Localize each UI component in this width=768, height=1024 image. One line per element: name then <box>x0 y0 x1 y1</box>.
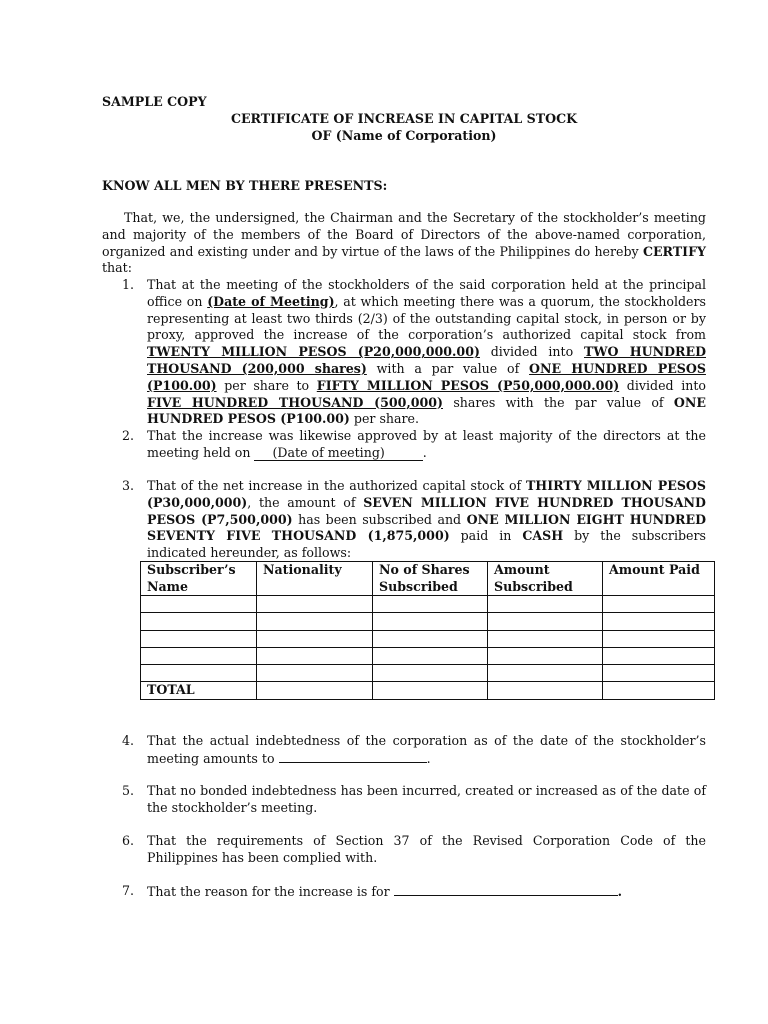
col-subscriber-name: Subscriber’s Name <box>141 562 257 596</box>
certify-word: CERTIFY <box>642 243 706 259</box>
item-number: 1. <box>122 277 135 292</box>
item-number: 5. <box>122 783 135 798</box>
table-cell[interactable] <box>141 665 257 682</box>
item-text: That at the meeting of the stockholders of the said corporation held at the principal office on (Date of Meeting), at which meeting there was a quorum, the stockholders representing at least two thirds (2/3) of the outstanding capital stock, in person or by proxy, approved the increase of the corporation’s authorized capital stock from TWENTY MILLION PESOS (P20,000,000.00) divided into TWO HUNDRED THOUSAND (200,000 shares) with a par value of ONE HUNDRED PESOS (P100.00) per share to FIFTY MILLION PESOS (P50,000,000.00) divided into FIVE HUNDRED THOUSAND (500,000) shares with the par value of ONE HUNDRED PESOS (P100.00) per share. <box>147 277 706 427</box>
item-number: 6. <box>122 833 135 848</box>
table-cell[interactable] <box>141 647 257 664</box>
table-row <box>141 613 715 630</box>
document-subtitle: OF (Name of Corporation) <box>311 128 497 143</box>
item-text: That of the net increase in the authorized capital stock of THIRTY MILLION PESOS (P30,000,000), the amount of SEVEN MILLION FIVE HUNDRED THOUSAND PESOS (P7,500,000) has been subscribed and ONE MILLION EIGHT HUNDRED SEVENTY FIVE THOUSAND (1,875,000) paid in CASH by the subscribers indicated hereunder, as follows: <box>147 478 706 561</box>
col-amount-paid: Amount Paid <box>603 562 715 596</box>
col-nationality: Nationality <box>257 562 373 596</box>
table-cell[interactable] <box>257 647 373 664</box>
table-cell[interactable] <box>141 596 257 613</box>
subscribers-table <box>140 561 715 700</box>
table-cell[interactable] <box>488 613 603 630</box>
table-header-row <box>141 562 715 596</box>
table-row <box>141 630 715 647</box>
table-cell[interactable] <box>488 596 603 613</box>
table-cell[interactable] <box>141 613 257 630</box>
item-text: That no bonded indebtedness has been incurred, created or increased as of the date of the stockholder’s meeting. <box>147 783 706 815</box>
item-number: 4. <box>122 733 135 748</box>
table-cell[interactable] <box>257 682 373 700</box>
item-text: That the requirements of Section 37 of the Revised Corporation Code of the Philippines has been complied with. <box>147 833 706 865</box>
table-row <box>141 596 715 613</box>
table-cell[interactable] <box>488 665 603 682</box>
item-number: 7. <box>122 883 135 898</box>
table-cell[interactable] <box>373 596 488 613</box>
meeting-date-blank: (Date of meeting) <box>254 446 422 461</box>
table-cell[interactable] <box>488 647 603 664</box>
table-cell[interactable] <box>488 682 603 700</box>
item-text: That the actual indebtedness of the corporation as of the date of the stockholder’s meeting amounts to . <box>147 733 706 766</box>
table-cell[interactable] <box>603 630 715 647</box>
table-cell[interactable] <box>603 682 715 700</box>
table-cell[interactable] <box>373 647 488 664</box>
intro-heading: KNOW ALL MEN BY THERE PRESENTS: <box>102 178 388 193</box>
table-cell[interactable] <box>603 596 715 613</box>
reason-blank[interactable] <box>394 883 618 896</box>
table-cell[interactable] <box>603 613 715 630</box>
item-number: 2. <box>122 428 135 443</box>
table-row <box>141 647 715 664</box>
table-cell[interactable] <box>257 630 373 647</box>
total-label: TOTAL <box>141 682 257 700</box>
table-cell[interactable] <box>603 647 715 664</box>
table-row <box>141 665 715 682</box>
intro-paragraph: That, we, the undersigned, the Chairman and the Secretary of the stockholder’s meeting and majority of the members of the Board of Directors of the above-named corporation, organized and existing under and by virtue of the laws of the Philippines do hereby CERTIFY that: <box>102 210 706 276</box>
sample-copy-label: SAMPLE COPY <box>102 94 207 109</box>
meeting-date-field: (Date of Meeting) <box>207 293 335 309</box>
table-cell[interactable] <box>603 665 715 682</box>
table-cell[interactable] <box>257 596 373 613</box>
table-cell[interactable] <box>257 665 373 682</box>
table-cell[interactable] <box>257 613 373 630</box>
table-total-row <box>141 682 715 700</box>
item-text: That the reason for the increase is for . <box>147 884 623 899</box>
table-cell[interactable] <box>373 613 488 630</box>
col-amount-subscribed: Amount Subscribed <box>488 562 603 596</box>
table-cell[interactable] <box>373 682 488 700</box>
table-cell[interactable] <box>373 630 488 647</box>
item-number: 3. <box>122 478 135 493</box>
table-cell[interactable] <box>488 630 603 647</box>
table-cell[interactable] <box>373 665 488 682</box>
document-title: CERTIFICATE OF INCREASE IN CAPITAL STOCK <box>230 111 578 126</box>
col-shares-subscribed: No of Shares Subscribed <box>373 562 488 596</box>
indebtedness-blank[interactable] <box>279 750 427 763</box>
item-text: That the increase was likewise approved by at least majority of the directors at the meeting held on (Date of meeting) . <box>147 428 706 460</box>
table-cell[interactable] <box>141 630 257 647</box>
